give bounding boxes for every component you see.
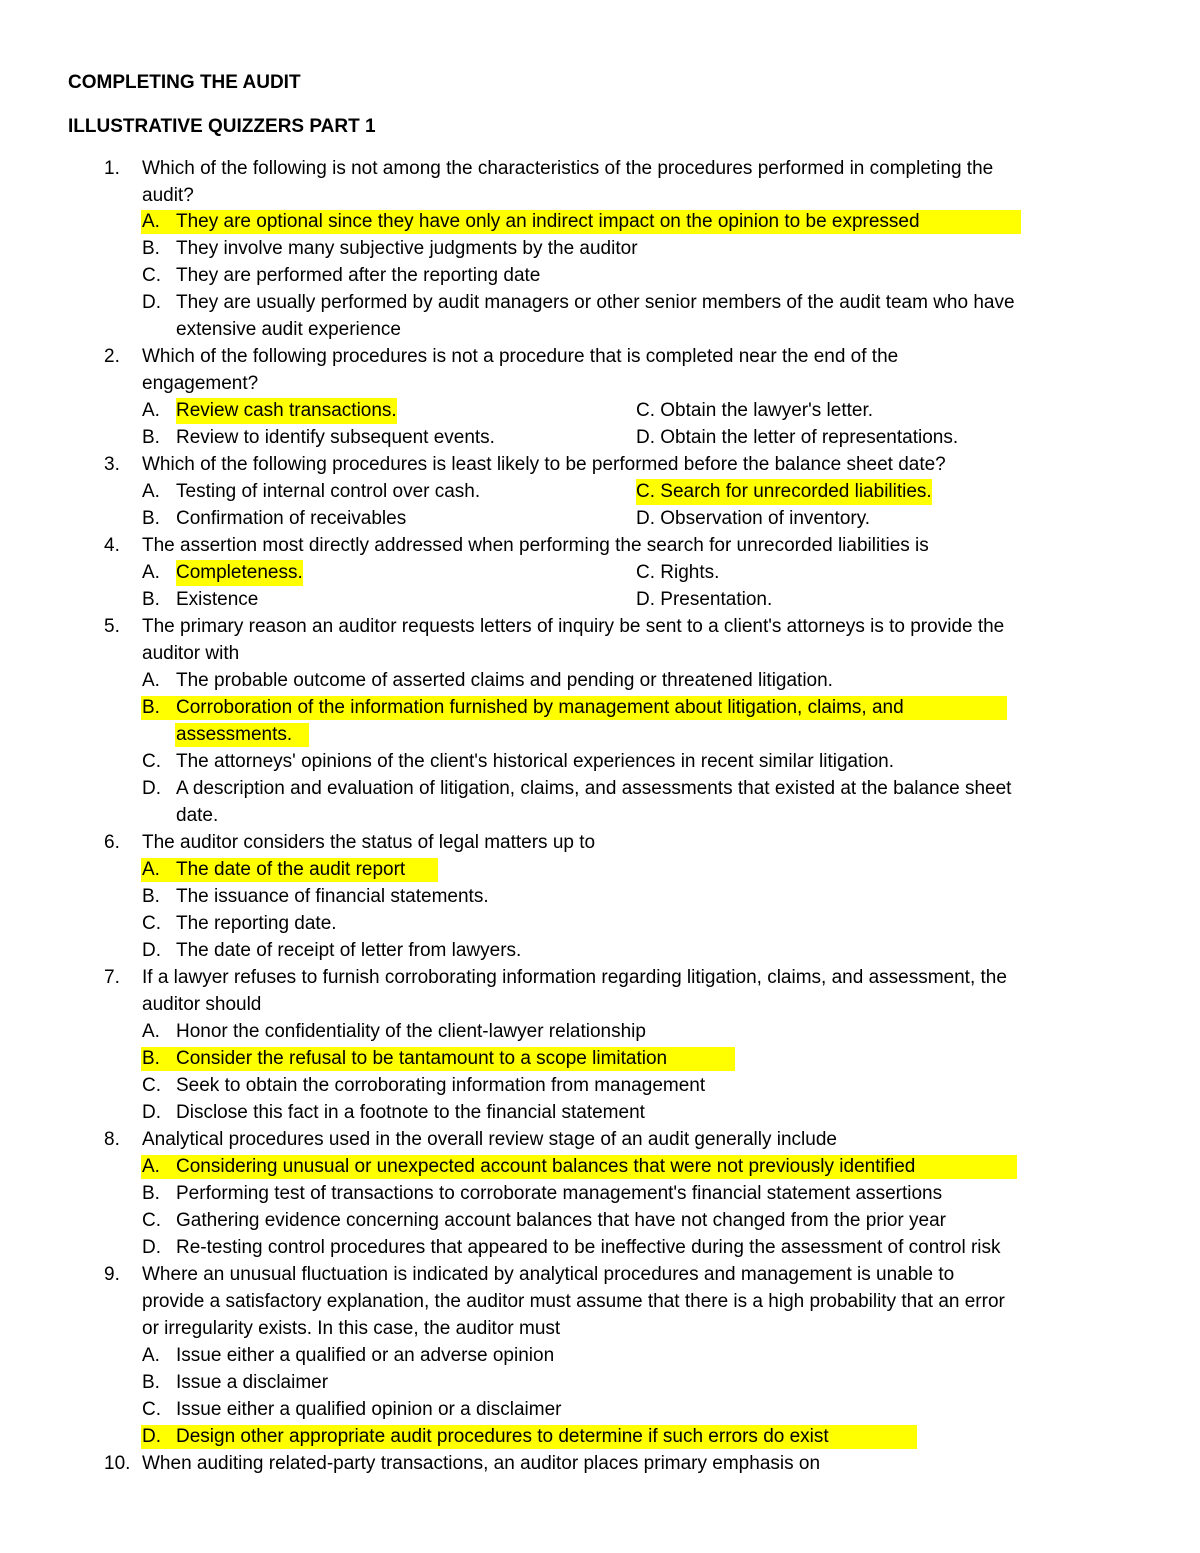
- option-text: Honor the confidentiality of the client-lawyer relationship: [176, 1021, 646, 1042]
- question-text: auditor should: [142, 994, 262, 1015]
- option-letter: A.: [142, 859, 160, 880]
- option-text-correct: Consider the refusal to be tantamount to a scope limitation: [176, 1048, 668, 1069]
- question-text: The primary reason an auditor requests letters of inquiry be sent to a client's attorneys is to provide the: [142, 616, 1005, 637]
- option-text: extensive audit experience: [176, 319, 401, 340]
- document-title: COMPLETING THE AUDIT: [68, 72, 301, 93]
- option-text: Review to identify subsequent events.: [176, 427, 495, 448]
- option-letter: C.: [142, 1210, 161, 1231]
- option-letter: D.: [636, 589, 655, 610]
- option-text: They are performed after the reporting date: [176, 265, 541, 286]
- option-text: Performing test of transactions to corroborate management's financial statement assertions: [176, 1183, 943, 1204]
- question-text: Analytical procedures used in the overall review stage of an audit generally include: [142, 1129, 837, 1150]
- option-text: [636, 398, 873, 424]
- option-label: Search for unrecorded liabilities.: [660, 481, 932, 502]
- option-letter: A.: [142, 1345, 160, 1366]
- question-text: Which of the following procedures is least likely to be performed before the balance sheet date?: [142, 454, 946, 475]
- option-text-correct: Design other appropriate audit procedures to determine if such errors do exist: [176, 1426, 829, 1447]
- option-letter: C.: [636, 400, 655, 421]
- question-number: 8.: [104, 1129, 120, 1150]
- option-label: Observation of inventory.: [660, 508, 871, 529]
- option-letter: B.: [142, 508, 160, 529]
- question-text: Which of the following procedures is not a procedure that is completed near the end of the: [142, 346, 899, 367]
- option-letter: A.: [142, 670, 160, 691]
- question-text: If a lawyer refuses to furnish corroborating information regarding litigation, claims, and assessment, the: [142, 967, 1007, 988]
- option-letter: D.: [142, 940, 161, 961]
- option-text: A description and evaluation of litigation, claims, and assessments that existed at the balance sheet: [176, 778, 1012, 799]
- option-letter: D.: [142, 292, 161, 313]
- option-letter: D.: [142, 1237, 161, 1258]
- option-letter: B.: [142, 427, 160, 448]
- question-text: Which of the following is not among the characteristics of the procedures performed in completing the: [142, 158, 994, 179]
- question-text: auditor with: [142, 643, 240, 664]
- option-text-correct: [636, 479, 932, 505]
- option-letter: A.: [142, 481, 160, 502]
- option-label: Obtain the letter of representations.: [660, 427, 959, 448]
- option-text: Gathering evidence concerning account balances that have not changed from the prior year: [176, 1210, 946, 1231]
- option-letter: B.: [142, 1048, 160, 1069]
- option-text-correct: Considering unusual or unexpected account balances that were not previously identified: [176, 1156, 916, 1177]
- option-letter: D.: [142, 1426, 161, 1447]
- question-text: provide a satisfactory explanation, the auditor must assume that there is a high probability that an error: [142, 1291, 1005, 1312]
- option-letter: B.: [142, 1372, 160, 1393]
- option-letter: A.: [142, 562, 160, 583]
- question-text: engagement?: [142, 373, 259, 394]
- question-text: audit?: [142, 185, 194, 206]
- question-number: 2.: [104, 346, 120, 367]
- option-letter: C.: [142, 751, 161, 772]
- question-text: The auditor considers the status of legal matters up to: [142, 832, 596, 853]
- option-text: [636, 560, 719, 586]
- option-letter: B.: [142, 886, 160, 907]
- question-text: When auditing related-party transactions, an auditor places primary emphasis on: [142, 1453, 821, 1474]
- question-number: 6.: [104, 832, 120, 853]
- option-text-correct: Review cash transactions.: [176, 398, 397, 424]
- option-text: [636, 506, 870, 532]
- option-text: The probable outcome of asserted claims and pending or threatened litigation.: [176, 670, 833, 691]
- option-text: The attorneys' opinions of the client's historical experiences in recent similar litigation.: [176, 751, 894, 772]
- document-subtitle: ILLUSTRATIVE QUIZZERS PART 1: [68, 116, 376, 137]
- question-number: 4.: [104, 535, 120, 556]
- option-text: date.: [176, 805, 219, 826]
- option-letter: C.: [636, 562, 655, 583]
- option-text: Issue either a qualified opinion or a disclaimer: [176, 1399, 562, 1420]
- option-text: They involve many subjective judgments by the auditor: [176, 238, 638, 259]
- option-letter: B.: [142, 589, 160, 610]
- question-text: The assertion most directly addressed when performing the search for unrecorded liabilities is: [142, 535, 929, 556]
- option-letter: B.: [142, 238, 160, 259]
- option-text: Disclose this fact in a footnote to the financial statement: [176, 1102, 645, 1123]
- option-letter: C.: [636, 481, 655, 502]
- question-text: Where an unusual fluctuation is indicated by analytical procedures and management is unable to: [142, 1264, 955, 1285]
- option-letter: C.: [142, 1399, 161, 1420]
- option-letter: A.: [142, 1156, 160, 1177]
- option-label: Obtain the lawyer's letter.: [660, 400, 874, 421]
- question-number: 3.: [104, 454, 120, 475]
- option-label: Rights.: [660, 562, 720, 583]
- option-text: The reporting date.: [176, 913, 337, 934]
- option-text-correct: Corroboration of the information furnished by management about litigation, claims, and: [176, 697, 904, 718]
- option-text: Existence: [176, 589, 259, 610]
- option-label: Presentation.: [660, 589, 773, 610]
- question-number: 7.: [104, 967, 120, 988]
- option-text: Issue a disclaimer: [176, 1372, 329, 1393]
- option-text: Testing of internal control over cash.: [176, 481, 481, 502]
- option-text-correct: They are optional since they have only an indirect impact on the opinion to be expressed: [176, 211, 920, 232]
- question-number: 1.: [104, 158, 120, 179]
- question-number: 10.: [104, 1453, 131, 1474]
- option-text: [636, 587, 772, 613]
- option-letter: A.: [142, 1021, 160, 1042]
- question-number: 5.: [104, 616, 120, 637]
- option-letter: D.: [636, 508, 655, 529]
- option-text-correct: assessments.: [176, 724, 293, 745]
- option-letter: B.: [142, 697, 160, 718]
- option-letter: D.: [142, 778, 161, 799]
- option-text: Confirmation of receivables: [176, 508, 407, 529]
- option-text: Issue either a qualified or an adverse opinion: [176, 1345, 555, 1366]
- option-text: They are usually performed by audit managers or other senior members of the audit team who have: [176, 292, 1015, 313]
- option-text: Re-testing control procedures that appeared to be ineffective during the assessment of control risk: [176, 1237, 1001, 1258]
- option-letter: B.: [142, 1183, 160, 1204]
- option-text-correct: The date of the audit report: [176, 859, 406, 880]
- option-text: [636, 425, 958, 451]
- question-text: or irregularity exists. In this case, the auditor must: [142, 1318, 561, 1339]
- option-letter: D.: [636, 427, 655, 448]
- option-letter: C.: [142, 265, 161, 286]
- option-letter: C.: [142, 1075, 161, 1096]
- option-letter: D.: [142, 1102, 161, 1123]
- option-text-correct: Completeness.: [176, 560, 303, 586]
- option-text: The date of receipt of letter from lawyers.: [176, 940, 522, 961]
- option-letter: C.: [142, 913, 161, 934]
- option-text: The issuance of financial statements.: [176, 886, 489, 907]
- option-letter: A.: [142, 400, 160, 421]
- question-number: 9.: [104, 1264, 120, 1285]
- option-text: Seek to obtain the corroborating information from management: [176, 1075, 706, 1096]
- option-letter: A.: [142, 211, 160, 232]
